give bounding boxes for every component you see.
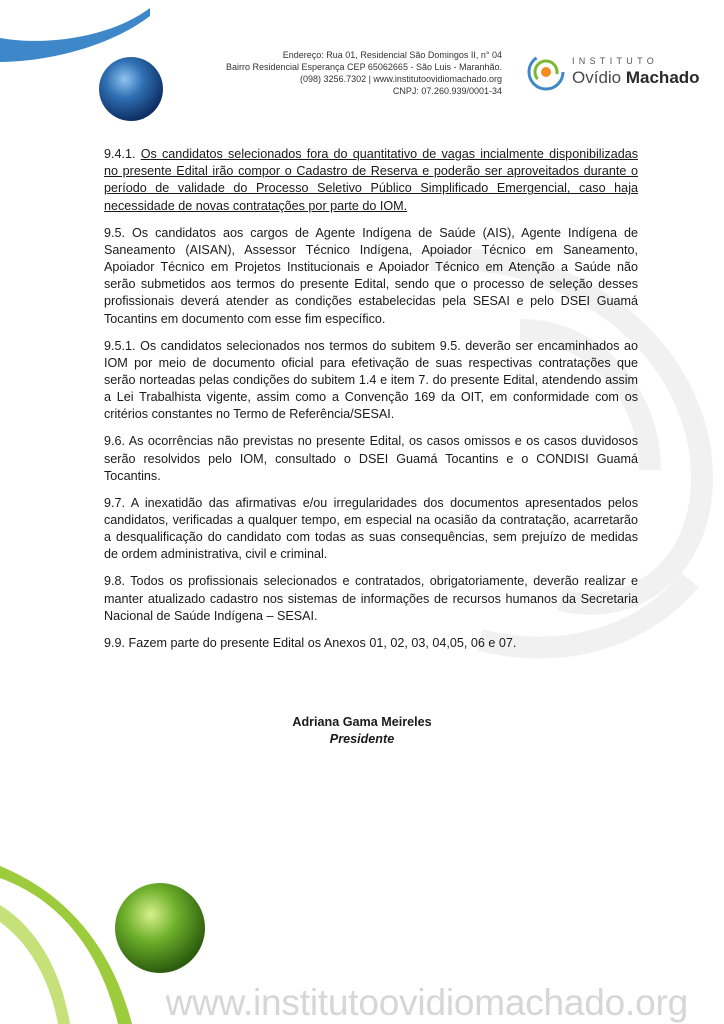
paragraph-9-4-1 [104,146,638,215]
document-body [104,146,638,662]
paragraph-number: 9.9. [104,635,126,650]
paragraph-9-5-1 [104,338,638,424]
address-line: Bairro Residencial Esperança CEP 65062665 - São Luis - Maranhão. [226,62,502,72]
logo-name-bold: Machado [625,68,700,87]
paragraph-number: 9.8. [104,574,126,589]
signature-block [0,714,724,748]
paragraph-9-7 [104,495,638,564]
paragraph-9-6 [104,433,638,485]
paragraph-text: Todos os profissionais selecionados e contratados, obrigatoriamente, deverão realizar e manter atualizado cadastro nos sistemas de informações de recursos humanos da Secretaria Nacional de Saúde Indígena – SESAI. [104,574,638,623]
logo-mark-icon [526,52,566,92]
paragraph-number: 9.5. [104,225,126,240]
paragraph-number: 9.7. [104,495,126,510]
green-sphere [115,883,205,973]
signatory-name: Adriana Gama Meireles [292,715,432,729]
paragraph-text: As ocorrências não previstas no presente Edital, os casos omissos e os casos duvidosos serão resolvidos pelo IOM, consultado o DSEI Guamá Tocantins e o CONDISI Guamá Tocantins. [104,434,638,483]
paragraph-9-9 [104,635,638,652]
paragraph-9-5 [104,225,638,328]
header-address [226,49,502,97]
address-line: CNPJ: 07.260.939/0001-34 [392,86,502,96]
address-line: Endereço: Rua 01, Residencial São Domingos II, n° 04 [282,50,502,60]
paragraph-text: Fazem parte do presente Edital os Anexos 01, 02, 03, 04,05, 06 e 07. [128,635,517,650]
paragraph-text: A inexatidão das afirmativas e/ou irregularidades dos documentos apresentados pelos candidatos, verificadas a qualquer tempo, em especial na ocasião da contratação, acarretarão a desqualificação do candidato com todas as suas consequências, sem prejuízo de medidas de ordem administrativa, civil e criminal. [104,495,638,562]
institute-logo [526,50,706,94]
paragraph-text: Os candidatos selecionados nos termos do subitem 9.5. deverão ser encaminhados ao IOM por meio de documento oficial para efetivação de suas respectivas contratações que serão norteadas pelas condições do subitem 1.4 e item 7. do presente Edital, atendendo assim a Lei Trabalhista vigente, assim como a Convenção 169 da OIT, em conformidade com os critérios constantes no Termo de Referência/SESAI. [104,338,639,422]
paragraph-number: 9.4.1. [104,147,136,161]
paragraph-number: 9.5.1. [104,338,136,353]
logo-word-instituto: INSTITUTO [572,56,659,66]
blue-sphere [99,57,163,121]
paragraph-text: Os candidatos aos cargos de Agente Indígena de Saúde (AIS), Agente Indígena de Saneamento (AISAN), Assessor Técnico Indígena, Apoiador Técnico em Saneamento, Apoiador Técnico em Projetos Institucionais e Apoiador Técnico em Atenção a Saúde não serão submetidos aos termos do presente Edital, sendo que o processo de seleção desses profissionais deverá atender as condições estabelecidas pela SESAI e pelo DSEI Guamá Tocantins em documento com esse fim específico. [104,225,638,326]
address-line: (098) 3256.7302 | www.institutoovidiomachado.org [300,74,502,84]
paragraph-9-8 [104,573,638,625]
paragraph-text: Os candidatos selecionados fora do quantitativo de vagas incialmente disponibilizadas no presente Edital irão compor o Cadastro de Reserva e poderão ser aproveitados durante o período de validade do Processo Seletivo Público Simplificado Emergencial, caso haja necessidade de novas contratações por parte do IOM. [104,147,638,213]
logo-name-regular: Ovídio [572,68,626,87]
bottom-swoosh [0,866,132,1024]
logo-word-name [572,68,700,88]
signatory-title: Presidente [329,732,395,746]
footer-website: www.institutoovidiomachado.org [165,982,688,1023]
paragraph-number: 9.6. [104,434,126,449]
